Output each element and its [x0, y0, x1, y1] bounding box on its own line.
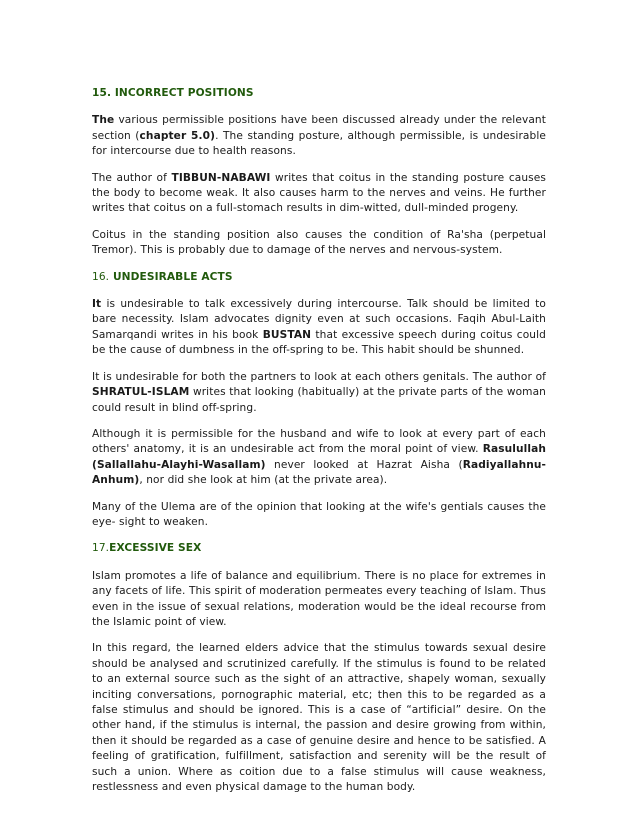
text: It is undesirable for both the partners to look at each others genitals. The author of: [92, 370, 546, 383]
bold-text: It: [92, 298, 102, 311]
text: . The standing posture, although permissible, is undesirable for intercourse due to health reasons.: [92, 129, 546, 158]
paragraph: In this regard, the learned elders advice that the stimulus towards sexual desire should be analysed and scrutinized carefully. If the stimulus is found to be related to an external source such as the sight of an attractive, shapely woman, sexually inciting conversations, pornographic material, etc; then this to be regarded as a false stimulus and should be ignored. This is a case of “artificial” desire. On the other hand, if the stimulus is internal, the passion and desire growing from within, then it should be regarded as a case of genuine desire and hence to be satisfied. A feeling of gratification, fulfillment, satisfaction and serenity will be the result of such a union. Where as coition due to a false stimulus will cause weakness, restlessness and even physical damage to the human body.: [92, 642, 546, 794]
section-heading-undesirable-acts: [92, 270, 546, 285]
section-number: 15.: [92, 87, 112, 99]
paragraph: [92, 427, 546, 489]
text: writes that coitus in the standing posture causes the body to become weak. It also causes harm to the nerves and veins. He further writes that coitus on a full-stomach results in dim-witted, dull-minded progeny.: [92, 171, 547, 215]
bold-text: chapter 5.0): [139, 129, 216, 142]
text: never looked at Hazrat Aisha (: [265, 458, 463, 471]
section-title: EXCESSIVE SEX: [109, 542, 202, 555]
paragraph: [92, 297, 546, 359]
text: Although it is permissible for the husband and wife to look at every part of each others' anatomy, it is an undesirable act from the moral point of view.: [92, 427, 546, 456]
text: that excessive speech during coitus could be the cause of dumbness in the off-spring to be. This habit should be shunned.: [92, 328, 546, 357]
paragraph: Islam promotes a life of balance and equilibrium. There is no place for extremes in any facets of life. This spirit of moderation permeates every teaching of Islam. Thus even in the issue of sexual relations, moderation would be the ideal recourse from the Islamic point of view.: [92, 569, 546, 628]
bold-text: SHRATUL-ISLAM: [92, 386, 190, 399]
paragraph: [92, 113, 546, 159]
bold-text: Radiyallahnu-Anhum): [92, 458, 546, 487]
paragraph: Coitus in the standing position also causes the condition of Ra'sha (perpetual Tremor). This is probably due to damage of the nerves and nervous-system.: [92, 228, 546, 257]
paragraph: [92, 171, 546, 217]
paragraph: Many of the Ulema are of the opinion that looking at the wife's gentials causes the eye- sight to weaken.: [92, 500, 546, 528]
text: The author of: [92, 171, 172, 184]
text: , nor did she look at him (at the private area).: [139, 474, 388, 487]
text: writes that looking (habitually) at the private parts of the woman could result in blind off-spring.: [92, 386, 546, 414]
section-title: UNDESIRABLE ACTS: [112, 270, 233, 283]
bold-text: TIBBUN-NABAWI: [171, 171, 271, 184]
section-number: 17.: [92, 542, 110, 555]
bold-text: BUSTAN: [262, 328, 312, 341]
section-heading-incorrect-positions: [92, 86, 546, 101]
section-number: 16.: [92, 270, 110, 283]
bold-text: The: [92, 114, 115, 127]
text: various permissible positions have been discussed already under the relevant section (: [92, 114, 546, 142]
bold-text: Rasulullah (Sallallahu-Alayhi-Wasallam): [92, 443, 546, 471]
paragraph: [92, 370, 546, 416]
section-title: INCORRECT POSITIONS: [114, 87, 254, 99]
section-heading-excessive-sex: [92, 541, 546, 556]
text: is undesirable to talk excessively during intercourse. Talk should be limited to bare necessity. Islam advocates dignity even at such occasions. Faqih Abul-Laith Samarqandi writes in his book: [92, 298, 546, 341]
